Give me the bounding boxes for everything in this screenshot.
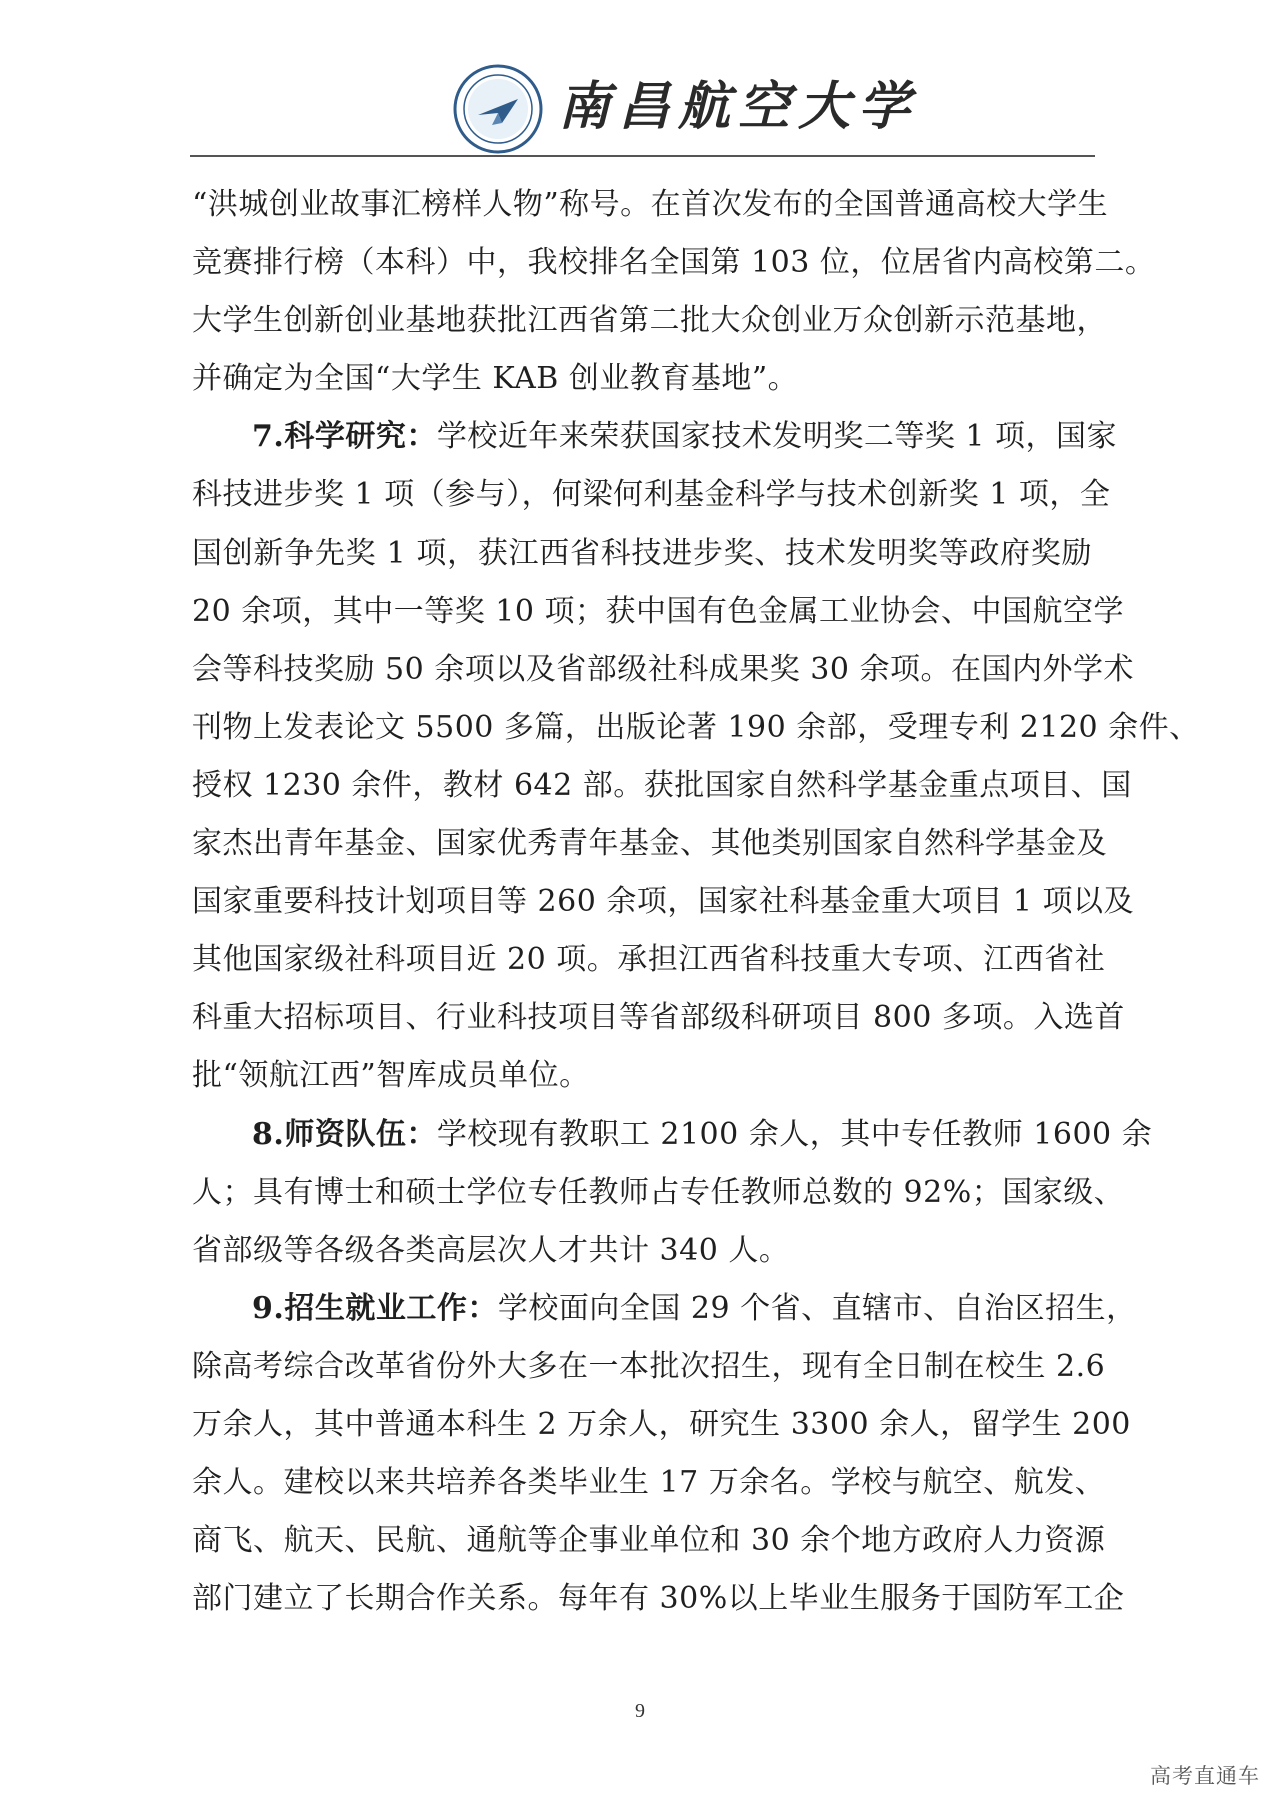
- text-line: [192, 1106, 1153, 1164]
- text-line: 商飞、航天、民航、通航等企事业单位和 30 余个地方政府人力资源: [192, 1523, 1106, 1559]
- text-line: 国家重要科技计划项目等 260 余项，国家社科基金重大项目 1 项以及: [192, 884, 1134, 920]
- header-divider: [190, 155, 1095, 157]
- section-heading-faculty: 8.师资队伍：: [252, 1116, 437, 1152]
- text-line: 大学生创新创业基地获批江西省第二批大众创业万众创新示范基地，: [192, 303, 1107, 339]
- text-line: 其他国家级社科项目近 20 项。承担江西省科技重大专项、江西省社: [192, 942, 1106, 978]
- text-line: 科技进步奖 1 项（参与），何梁何利基金科学与技术创新奖 1 项，全: [192, 477, 1111, 513]
- text-line: 部门建立了长期合作关系。每年有 30%以上毕业生服务于国防军工企: [192, 1581, 1125, 1617]
- page-header: [0, 0, 1280, 160]
- text-line: 会等科技奖励 50 余项以及省部级社科成果奖 30 余项。在国内外学术: [192, 651, 1134, 687]
- text-line: 家杰出青年基金、国家优秀青年基金、其他类别国家自然科学基金及: [192, 826, 1107, 862]
- text-line: 并确定为全国“大学生 KAB 创业教育基地”。: [192, 361, 799, 397]
- text-line: 万余人，其中普通本科生 2 万余人，研究生 3300 余人，留学生 200: [192, 1406, 1131, 1442]
- school-name: 南昌航空大学: [558, 76, 919, 137]
- text-span: 学校现有教职工 2100 余人，其中专任教师 1600 余: [436, 1116, 1153, 1152]
- text-line: “洪城创业故事汇榜样人物”称号。在首次发布的全国普通高校大学生: [192, 187, 1109, 222]
- text-line: [192, 408, 1117, 466]
- text-span: 学校近年来荣获国家技术发明奖二等奖 1 项，国家: [436, 419, 1117, 455]
- section-heading-admissions: 9.招生就业工作：: [252, 1290, 498, 1326]
- text-line: 人；具有博士和硕士学位专任教师占专任教师总数的 92%；国家级、: [192, 1174, 1125, 1210]
- text-line: 国创新争先奖 1 项，获江西省科技进步奖、技术发明奖等政府奖励: [192, 535, 1092, 571]
- page-number: 9: [635, 1700, 645, 1722]
- document-body: [192, 176, 1200, 1628]
- text-line: 授权 1230 余件，教材 642 部。获批国家自然科学基金重点项目、国: [192, 767, 1132, 803]
- university-seal-icon: [452, 63, 544, 155]
- section-heading-research: 7.科学研究：: [252, 419, 437, 455]
- text-line: 刊物上发表论文 5500 多篇，出版论著 190 余部，受理专利 2120 余件、: [192, 709, 1200, 745]
- text-line: 余人。建校以来共培养各类毕业生 17 万余名。学校与航空、航发、: [192, 1465, 1106, 1501]
- text-span: 学校面向全国 29 个省、直辖市、自治区招生，: [497, 1290, 1137, 1326]
- text-line: 省部级等各级各类高层次人才共计 340 人。: [192, 1232, 790, 1268]
- text-line: [192, 1280, 1137, 1338]
- text-line: 除高考综合改革省份外大多在一本批次招生，现有全日制在校生 2.6: [192, 1348, 1106, 1384]
- watermark: 高考直通车: [1150, 1764, 1260, 1788]
- text-line: 科重大招标项目、行业科技项目等省部级科研项目 800 多项。入选首: [192, 1000, 1125, 1036]
- text-line: 竞赛排行榜（本科）中，我校排名全国第 103 位，位居省内高校第二。: [192, 245, 1156, 281]
- text-line: 20 余项，其中一等奖 10 项；获中国有色金属工业协会、中国航空学: [192, 593, 1124, 629]
- text-line: 批“领航江西”智库成员单位。: [192, 1058, 590, 1094]
